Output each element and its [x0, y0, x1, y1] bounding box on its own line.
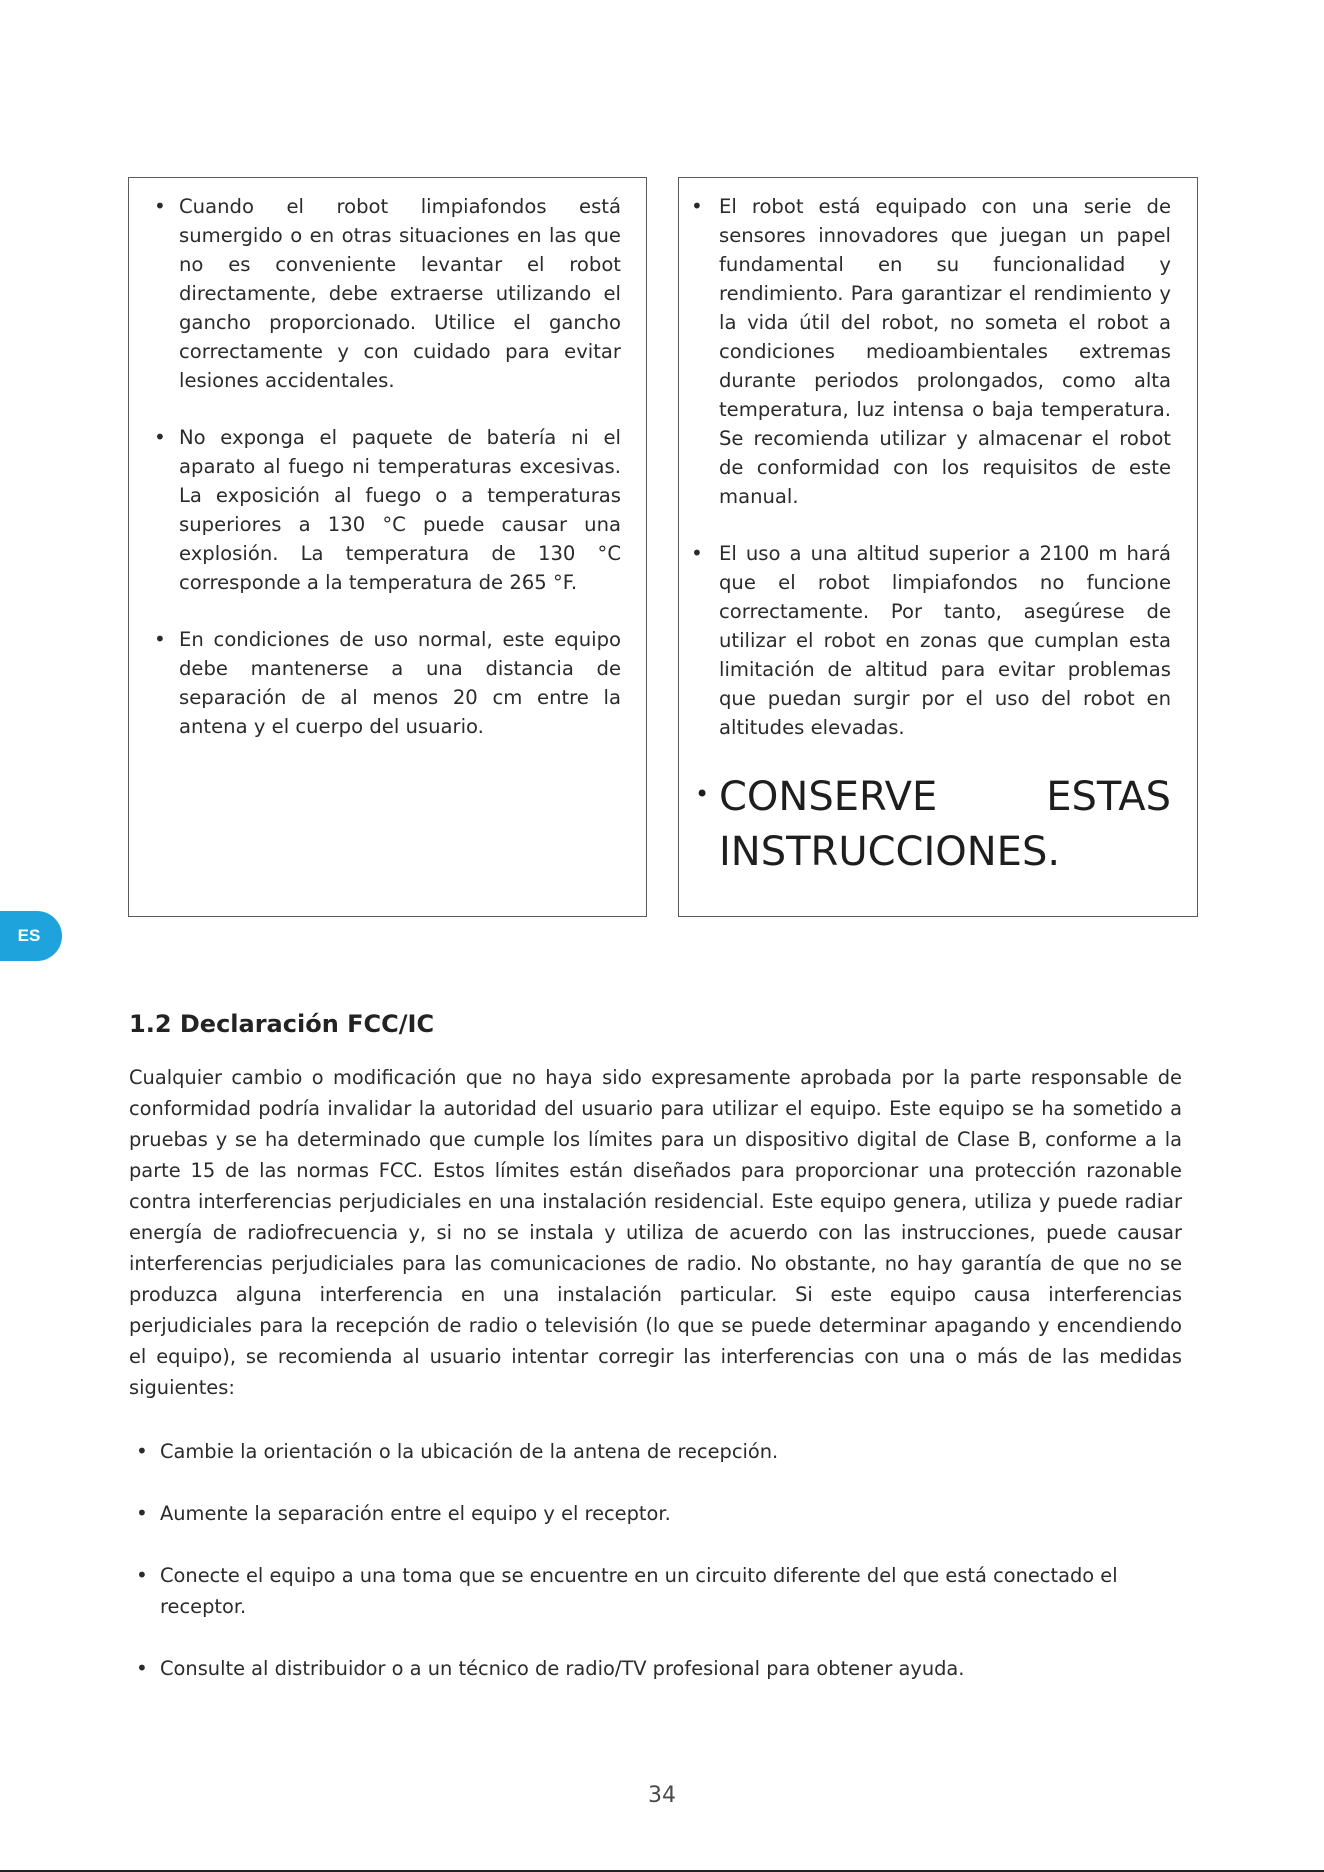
instrucciones-word: INSTRUCCIONES.	[719, 829, 1061, 875]
list-item: • Conecte el equipo a una toma que se encuentre en un circuito diferente del que está conectado el receptor.	[160, 1560, 1182, 1622]
estas-word: ESTAS	[1046, 774, 1171, 820]
language-tab: ES	[0, 911, 62, 961]
list-item: • Cuando el robot limpiafondos está sumergido o en otras situaciones en las que no es conveniente levantar el robot directamente, debe extraerse utilizando el gancho proporcionado. Utilice el gancho correctamente y con cuidado para evitar lesiones accidentales.	[179, 192, 621, 395]
section-title: 1.2 Declaración FCC/IC	[129, 1010, 435, 1038]
list-item: • Cambie la orientación o la ubicación de la antena de recepción.	[160, 1436, 1182, 1467]
list-item: • El uso a una altitud superior a 2100 m hará que el robot limpiafondos no funcione correctamente. Por tanto, asegúrese de utilizar el robot en zonas que cumplan esta limitación de altitud para evitar problemas que puedan surgir por el uso del robot en altitudes elevadas.	[719, 539, 1171, 742]
list-item: • En condiciones de uso normal, este equipo debe mantenerse a una distancia de separación de al menos 20 cm entre la antena y el cuerpo del usuario.	[179, 625, 621, 741]
warning-box-left	[128, 177, 647, 917]
page-number: 34	[648, 1783, 676, 1808]
warning-list-right	[719, 192, 1171, 742]
warning-list-left	[179, 192, 621, 741]
list-item: • Aumente la separación entre el equipo y el receptor.	[160, 1498, 1182, 1529]
section-intro: Cualquier cambio o modificación que no haya sido expresamente aprobada por la parte responsable de conformidad podría invalidar la autoridad del usuario para utilizar el equipo. Este equipo se ha sometido a pruebas y se ha determinado que cumple los límites para un dispositivo digital de Clase B, conforme a la parte 15 de las normas FCC. Estos límites están diseñados para proporcionar una protección razonable contra interferencias perjudiciales en una instalación residencial. Este equipo genera, utiliza y puede radiar energía de radiofrecuencia y, si no se instala y utiliza de acuerdo con las instrucciones, puede causar interferencias perjudiciales para las comunicaciones de radio. No obstante, no hay garantía de que no se produzca alguna interferencia en una instalación particular. Si este equipo causa interferencias perjudiciales para la recepción de radio o televisión (lo que se puede determinar apagando y encendiendo el equipo), se recomienda al usuario intentar corregir las interferencias con una o más de las medidas siguientes:	[129, 1066, 1182, 1399]
conserve-word: • CONSERVE	[719, 774, 938, 820]
list-item: • Consulte al distribuidor o a un técnico de radio/TV profesional para obtener ayuda.	[160, 1653, 1182, 1684]
list-item: • No exponga el paquete de batería ni el aparato al fuego ni temperaturas excesivas. La exposición al fuego o a temperaturas superiores a 130 °C puede causar una explosión. La temperatura de 130 °C corresponde a la temperatura de 265 °F.	[179, 423, 621, 597]
measures-list	[160, 1436, 1182, 1715]
list-item: • El robot está equipado con una serie de sensores innovadores que juegan un papel fundamental en su funcionalidad y rendimiento. Para garantizar el rendimiento y la vida útil del robot, no someta el robot a condiciones medioambientales extremas durante periodos prolongados, como alta temperatura, luz intensa o baja temperatura. Se recomienda utilizar y almacenar el robot de conformidad con los requisitos de este manual.	[719, 192, 1171, 511]
conserve-instructions-heading	[719, 770, 1171, 880]
warning-box-right	[678, 177, 1198, 917]
